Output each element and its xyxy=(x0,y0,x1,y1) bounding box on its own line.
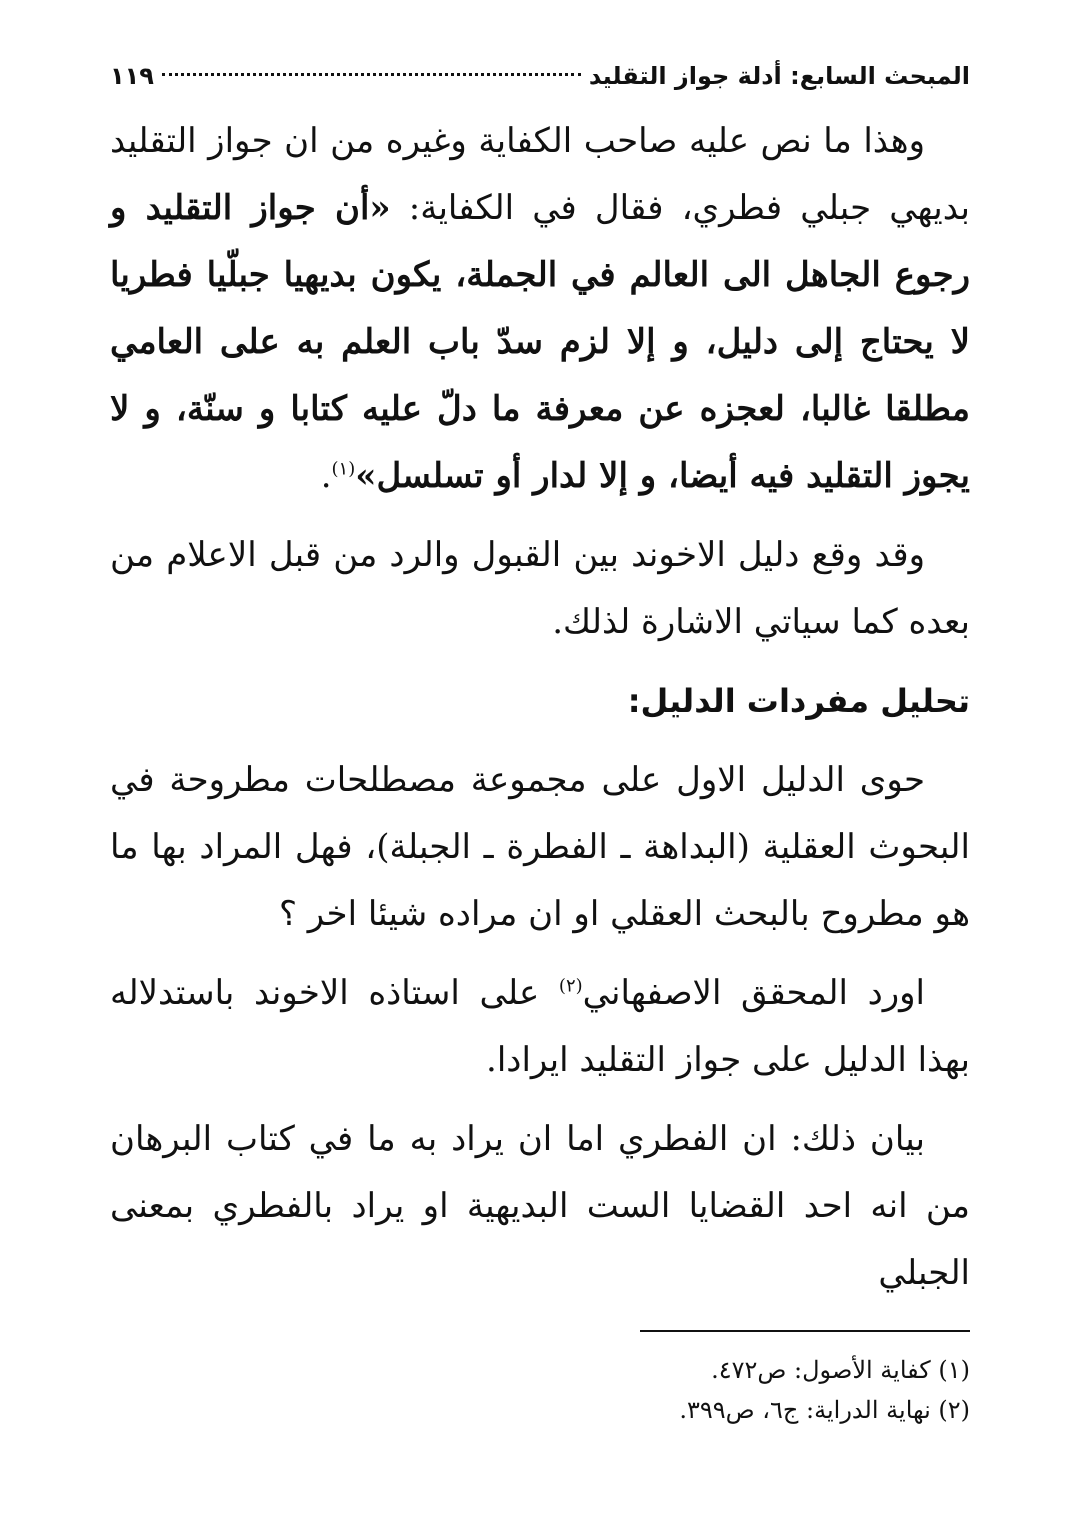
spacer xyxy=(110,1094,970,1106)
footnote-ref-2[interactable]: (٢) xyxy=(558,975,583,997)
footnote-divider xyxy=(640,1330,970,1332)
spacer xyxy=(110,656,970,668)
header-dot-leader xyxy=(162,73,581,76)
paragraph-akhund: وقد وقع دليل الاخوند بين القبول والرد من قبل الاعلام من بعده كما سياتي الاشارة لذلك. xyxy=(110,535,970,642)
paragraph-isfahani-start: اورد المحقق الاصفهاني xyxy=(582,973,925,1013)
book-page xyxy=(110,52,970,1424)
chapter-title: المبحث السابع: أدلة جواز التقليد xyxy=(588,62,970,90)
paragraph-intro: وهذا ما نص عليه صاحب الكفاية وغيره من ان جواز التقليد بديهي جبلي فطري، فقال في الكفاية: xyxy=(110,121,970,228)
paragraph-terms: حوى الدليل الاول على مجموعة مصطلحات مطروحة في البحوث العقلية (البداهة ـ الفطرة ـ الجبلة)، فهل المراد بها ما هو مطروح بالبحث العقلي او ان مراده شيئا اخر ؟ xyxy=(110,760,970,934)
footnotes xyxy=(110,1350,970,1430)
paragraph-end: . xyxy=(320,456,332,496)
footnote-1: (١) كفاية الأصول: ص٤٧٢. xyxy=(711,1356,970,1384)
spacer xyxy=(110,510,970,522)
paragraph-kifaya-quote xyxy=(110,108,970,510)
paragraph-isfahani xyxy=(110,960,970,1094)
spacer xyxy=(110,948,970,960)
footnote-ref-1[interactable]: (١) xyxy=(331,458,356,480)
section-heading: تحليل مفردات الدليل: xyxy=(627,682,970,720)
page-number: ١١٩ xyxy=(110,62,154,90)
paragraph-isfahani-rest: على استاذه الاخوند باستدلاله بهذا الدليل على جواز التقليد ايرادا. xyxy=(110,973,970,1080)
spacer xyxy=(110,735,970,747)
kifaya-quote: «أن جواز التقليد و رجوع الجاهل الى العالم في الجملة، يكون بديهيا جبلّيا فطريا لا يحتاج إلى دليل، و إلا لزم سدّ باب العلم به على العامي مطلقا غالبا، لعجزه عن معرفة ما دلّ عليه كتابا و سنّة، و لا يجوز التقليد فيه أيضا، و إلا لدار أو تسلسل» xyxy=(110,188,970,496)
footnote-2: (٢) نهاية الدراية: ج٦، ص٣٩٩. xyxy=(679,1396,970,1424)
paragraph-explanation: بيان ذلك: ان الفطري اما ان يراد به ما في كتاب البرهان من انه احد القضايا الست البديهية او يراد بالفطري بمعنى الجبلي xyxy=(110,1119,970,1293)
running-header xyxy=(110,52,970,108)
